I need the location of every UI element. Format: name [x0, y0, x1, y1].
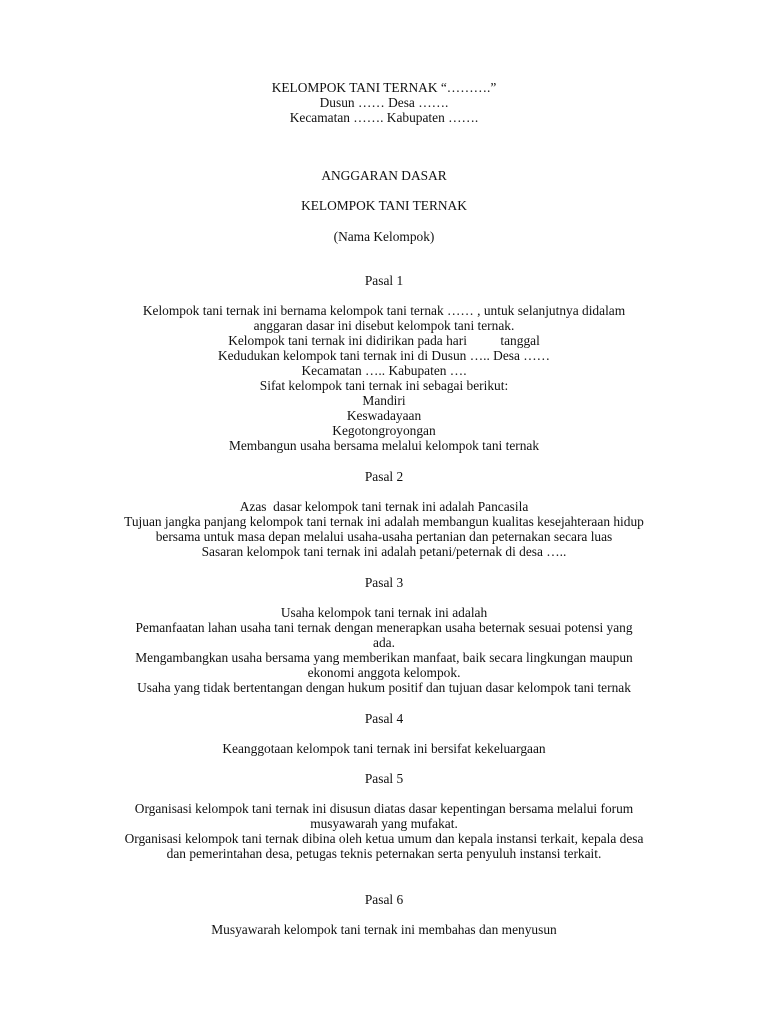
pasal-5-line: musyawarah yang mufakat.: [310, 816, 458, 831]
pasal-4-heading: Pasal 4: [364, 711, 404, 726]
document-title: ANGGARAN DASAR: [321, 168, 447, 183]
pasal-1-line: Kegotongroyongan: [332, 423, 436, 438]
document-header-kecamatan-kabupaten: Kecamatan ……. Kabupaten …….: [289, 110, 479, 125]
pasal-3-line: Mengambangkan usaha bersama yang memberikan manfaat, baik secara lingkungan maupun: [135, 650, 633, 665]
pasal-1-line: Membangun usaha bersama melalui kelompok tani ternak: [228, 438, 540, 453]
document-header-group-name: KELOMPOK TANI TERNAK “……….”: [271, 80, 497, 95]
pasal-1-heading: Pasal 1: [364, 273, 404, 288]
pasal-5-line: dan pemerintahan desa, petugas teknis peternakan serta penyuluh instansi terkait.: [166, 846, 602, 861]
document-group-name-placeholder: (Nama Kelompok): [333, 229, 435, 244]
pasal-2-line: Sasaran kelompok tani ternak ini adalah petani/peternak di desa …..: [201, 544, 567, 559]
pasal-2-line: Tujuan jangka panjang kelompok tani ternak ini adalah membangun kualitas kesejahteraan hidup: [124, 514, 644, 529]
pasal-5-line: Organisasi kelompok tani ternak ini disusun diatas dasar kepentingan bersama melalui forum: [134, 801, 634, 816]
pasal-1-line: Kelompok tani ternak ini didirikan pada hari tanggal: [228, 333, 540, 348]
pasal-4-line: Keanggotaan kelompok tani ternak ini bersifat kekeluargaan: [222, 741, 546, 756]
pasal-5-heading: Pasal 5: [364, 771, 404, 786]
pasal-2-heading: Pasal 2: [364, 469, 404, 484]
document-header-dusun-desa: Dusun …… Desa …….: [319, 95, 449, 110]
pasal-1-line: Kecamatan ….. Kabupaten ….: [301, 363, 467, 378]
pasal-3-heading: Pasal 3: [364, 575, 404, 590]
pasal-3-line: Pemanfaatan lahan usaha tani ternak dengan menerapkan usaha beternak sesuai potensi yang: [135, 620, 633, 635]
pasal-3-line: ada.: [373, 635, 395, 650]
pasal-3-line: Usaha yang tidak bertentangan dengan hukum positif dan tujuan dasar kelompok tani ternak: [137, 680, 631, 695]
pasal-1-line: Mandiri: [362, 393, 406, 408]
pasal-5-line: Organisasi kelompok tani ternak dibina oleh ketua umum dan kepala instansi terkait, kepala desa: [124, 831, 644, 846]
pasal-2-line: Azas dasar kelompok tani ternak ini adalah Pancasila: [239, 499, 529, 514]
pasal-3-line: ekonomi anggota kelompok.: [307, 665, 461, 680]
pasal-1-line: Sifat kelompok tani ternak ini sebagai berikut:: [259, 378, 509, 393]
pasal-1-line: Keswadayaan: [346, 408, 422, 423]
pasal-3-line: Usaha kelompok tani ternak ini adalah: [280, 605, 488, 620]
pasal-1-line: Kedudukan kelompok tani ternak ini di Dusun ….. Desa ……: [217, 348, 551, 363]
pasal-6-heading: Pasal 6: [364, 892, 404, 907]
document-subtitle: KELOMPOK TANI TERNAK: [301, 198, 467, 213]
pasal-1-line: Kelompok tani ternak ini bernama kelompok tani ternak …… , untuk selanjutnya didalam: [142, 303, 626, 318]
pasal-6-line: Musyawarah kelompok tani ternak ini membahas dan menyusun: [211, 922, 557, 937]
pasal-2-line: bersama untuk masa depan melalui usaha-usaha pertanian dan peternakan secara luas: [155, 529, 613, 544]
pasal-1-line: anggaran dasar ini disebut kelompok tani ternak.: [253, 318, 515, 333]
